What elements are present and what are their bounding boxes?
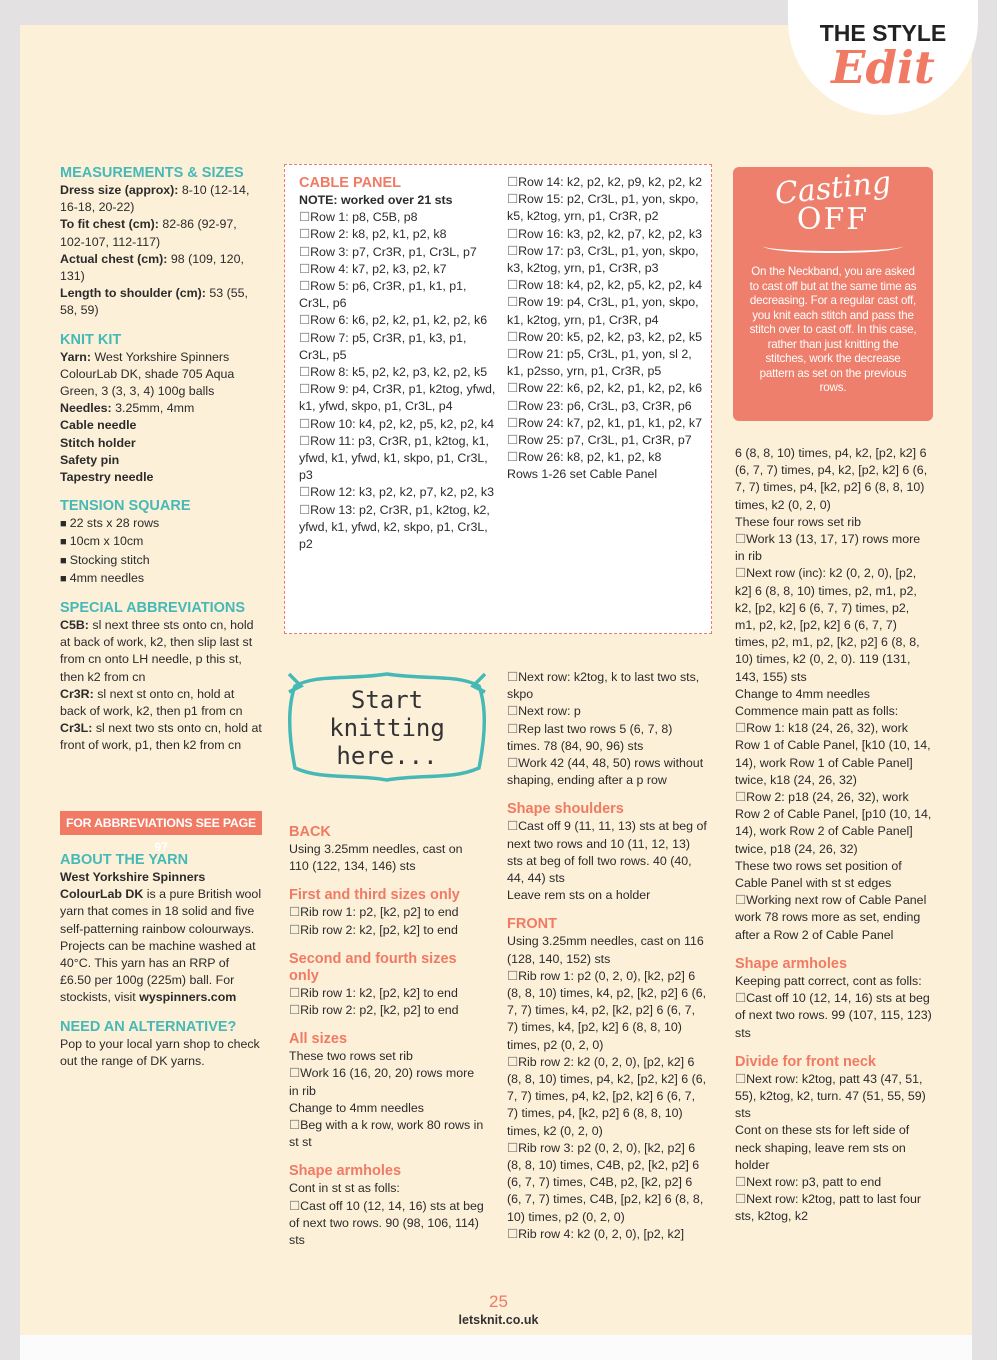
back-text: Using 3.25mm needles, cast on 110 (122, 134, 146) sts (289, 842, 463, 874)
measurement-item: Dress size (approx): 8-10 (12-14, 16-18, 20-22) (60, 183, 250, 215)
front-heading: FRONT (507, 916, 557, 933)
back-heading: BACK (289, 824, 331, 840)
banner-line-1: Start (350, 686, 424, 714)
left-column-lower (60, 852, 262, 1070)
cable-row: ☐ Row 6: k6, p2, k2, p1, k2, p2, k6 (299, 312, 499, 329)
pattern-row: ☐ Work 16 (16, 20, 20) rows more in rib (289, 1065, 485, 1099)
kit-item: Safety pin (60, 452, 120, 467)
cable-row: ☐ Row 20: k5, p2, k2, p3, k2, p2, k5 (507, 329, 707, 346)
pattern-row: ☐ Work 13 (13, 17, 17) rows more in rib (735, 531, 933, 565)
rib-row: ☐ Rib row 2: k2, [p2, k2] to end (289, 922, 485, 939)
tension-item: ■ Stocking stitch (60, 552, 262, 570)
front-text: Using 3.25mm needles, cast on 116 (128, 140, 152) sts (507, 934, 704, 966)
col-c-text: Commence main patt as folls: (735, 704, 899, 719)
start-knitting-banner (287, 668, 487, 790)
about-yarn-text: West Yorkshire Spinners ColourLab DK is a pure British wool yarn that comes in 18 solid and five self-patterning rainbow colourways. Projects can be machine washed at 40°C. This yarn has an RRP of £6.50 per 100g (225m) ball. For stockists, visit wyspinners.com (60, 870, 262, 1005)
kit-item: Tapestry needle (60, 470, 154, 485)
tension-item: ■ 4mm needles (60, 570, 262, 588)
cable-row: ☐ Row 13: p2, Cr3R, p1, k2tog, k2, yfwd, k1, yfwd, k2, skpo, p1, Cr3L, p2 (299, 502, 499, 554)
kit-yarn: Yarn: West Yorkshire Spinners ColourLab DK, shade 705 Aqua Green, 3 (3, 3, 4) 100g balls (60, 349, 235, 399)
pattern-col-b (507, 669, 707, 1243)
pattern-row: ☐ Work 42 (44, 48, 50) rows without shaping, ending after a p row (507, 755, 707, 789)
kit-item: Cable needle (60, 418, 137, 433)
all-sizes-text: Change to 4mm needles (289, 1100, 425, 1115)
first-third-heading: First and third sizes only (289, 887, 460, 904)
cable-row: ☐ Row 18: k4, p2, k2, p5, k2, p2, k4 (507, 277, 707, 294)
cable-panel-col1 (299, 175, 499, 553)
divide-front-neck-heading: Divide for front neck (735, 1053, 876, 1070)
tension-item: ■ 22 sts x 28 rows (60, 515, 262, 533)
measurement-item: Length to shoulder (cm): 53 (55, 58, 59) (60, 286, 248, 318)
casting-off-title-off: OFF (796, 202, 870, 237)
col-c-text: Keeping patt correct, cont as folls: (735, 973, 922, 988)
banner-line-3: here... (336, 742, 438, 770)
pattern-row: ☐ Working next row of Cable Panel work 78 rows more as set, ending after a Row 2 of Cable Panel (735, 892, 933, 944)
armholes-text: Cont in st st as folls: (289, 1181, 400, 1196)
cable-row: ☐ Row 12: k3, p2, k2, p7, k2, p2, k3 (299, 484, 499, 501)
shoulders-text: Leave rem sts on a holder (507, 888, 651, 903)
col-c-text: These two rows set position of Cable Panel with st st edges (735, 858, 902, 891)
alternative-text: Pop to your local yarn shop to check out the range of DK yarns. (60, 1036, 260, 1068)
badge-title-top: THE STYLE (819, 20, 947, 46)
cable-panel-footer: Rows 1-26 set Cable Panel (507, 467, 658, 482)
casting-off-body: On the Neckband, you are asked to cast off but at the same time as decreasing. For a regular cast off, you knit each stitch and pass the stitch over to cast off. In this case, rather than just knitting the stitches, work the decrease pattern as set on the previous rows. (749, 265, 917, 394)
cable-row: ☐ Row 2: k8, p2, k1, p2, k8 (299, 226, 499, 243)
cable-row: ☐ Row 1: p8, C5B, p8 (299, 209, 499, 226)
abbr-item: Cr3R: sl next st onto cn, hold at back of work, k2, then p1 from cn (60, 686, 243, 719)
rib-row: ☐ Rib row 1: p2 (0, 2, 0), [k2, p2] 6 (8, 8, 10) times, k4, p2, [k2, p2] 6 (6, 7, 7) times, k4, p2, [k2, p2] 6 (6, 7, 7) times, k4, [p2, k2] 6 (8, 8, 10) times, p2 (0, 2, 0) (507, 968, 707, 1054)
all-sizes-heading: All sizes (289, 1031, 348, 1048)
knit-kit-heading: KNIT KIT (60, 331, 122, 348)
cable-row: ☐ Row 4: k7, p2, k3, p2, k7 (299, 261, 499, 278)
badge-title-edit: Edit (831, 41, 935, 94)
kit-item: Stitch holder (60, 435, 136, 450)
cable-row: ☐ Row 16: k3, p2, k2, p7, k2, p2, k3 (507, 226, 707, 243)
cable-row: ☐ Row 24: k7, p2, k1, p1, k1, p2, k7 (507, 415, 707, 432)
kit-needles: Needles: 3.25mm, 4mm (60, 401, 195, 416)
pattern-row: ☐ Beg with a k row, work 80 rows in st st (289, 1117, 485, 1151)
page-bottom-strip (20, 1335, 972, 1360)
rib-row: ☐ Rib row 2: p2, [k2, p2] to end (289, 1002, 485, 1019)
cable-row: ☐ Row 8: k5, p2, k2, p3, k2, p2, k5 (299, 364, 499, 381)
cable-row: ☐ Row 21: p5, Cr3L, p1, yon, sl 2, k1, p2sso, yrn, p1, Cr3R, p5 (507, 346, 707, 380)
shape-armholes-heading: Shape armholes (289, 1163, 402, 1180)
pattern-row: ☐ Next row: k2tog, k to last two sts, skpo (507, 669, 707, 703)
page-number: 25 (489, 1292, 508, 1311)
pattern-col-c (735, 445, 933, 1226)
rib-row: ☐ Rib row 1: p2, [k2, p2] to end (289, 904, 485, 921)
cable-row: ☐ Row 17: p3, Cr3L, p1, yon, skpo, k3, k2tog, yrn, p1, Cr3R, p3 (507, 243, 707, 277)
swoosh-decoration (763, 239, 903, 253)
all-sizes-text: These two rows set rib (289, 1049, 413, 1064)
tension-item: ■ 10cm x 10cm (60, 533, 262, 551)
cable-panel-heading: CABLE PANEL (299, 175, 402, 191)
col-c-text: These four rows set rib (735, 514, 862, 529)
cable-row: ☐ Row 11: p3, Cr3R, p1, k2tog, k1, yfwd, k1, yfwd, k1, skpo, p1, Cr3L, p3 (299, 433, 499, 485)
measurements-heading: MEASUREMENTS & SIZES (60, 165, 244, 181)
alternative-heading: NEED AN ALTERNATIVE? (60, 1018, 237, 1035)
cable-row: ☐ Row 5: p6, Cr3R, p1, k1, p1, Cr3L, p6 (299, 278, 499, 312)
cable-row: ☐ Row 7: p5, Cr3R, p1, k3, p1, Cr3L, p5 (299, 330, 499, 364)
pattern-row: ☐ Next row: p (507, 703, 707, 720)
pattern-row: ☐ Cast off 10 (12, 14, 16) sts at beg of next two rows. 99 (107, 115, 123) sts (735, 990, 933, 1042)
special-abbr-heading: SPECIAL ABBREVIATIONS (60, 600, 246, 617)
col-c-text: Change to 4mm needles (735, 686, 871, 701)
shape-armholes-heading-front: Shape armholes (735, 955, 848, 972)
banner-line-2: knitting (329, 714, 445, 742)
cable-row: ☐ Row 22: k6, p2, k2, p1, k2, p2, k6 (507, 380, 707, 397)
pattern-col-a (289, 824, 485, 1249)
tension-heading: TENSION SQUARE (60, 498, 191, 515)
abbr-item: Cr3L: sl next two sts onto cn, hold at front of work, p1, then k2 from cn (60, 721, 262, 753)
shape-shoulders-heading: Shape shoulders (507, 801, 624, 818)
pattern-row: ☐ Next row: k2tog, patt 43 (47, 51, 55), k2tog, k2, turn. 47 (51, 55, 59) sts (735, 1071, 933, 1123)
rib-row: ☐ Rib row 1: k2, [p2, k2] to end (289, 985, 485, 1002)
pattern-row: ☐ Row 1: k18 (24, 26, 32), work Row 1 of Cable Panel, [k10 (10, 14, 14), work Row 1 of Cable Panel] twice, k18 (24, 26, 32) (735, 720, 933, 789)
casting-off-box (733, 167, 933, 421)
measurement-item: To fit chest (cm): 82-86 (92-97, 102-107, 112-117) (60, 217, 237, 249)
cable-row: ☐ Row 23: p6, Cr3L, p3, Cr3R, p6 (507, 398, 707, 415)
pattern-row: ☐ Cast off 10 (12, 14, 16) sts at beg of next two rows. 90 (98, 106, 114) sts (289, 1198, 485, 1250)
pattern-row: ☐ Next row (inc): k2 (0, 2, 0), [p2, k2] 6 (8, 8, 10) times, p2, m1, p2, k2, [p2, k2] 6 (6, 7, 7) times, p2, m1, p2, k2, [p2, k2] 6 (6, 7, 7) times, p2, m1, p2, [k2, p2] 6 (8, 8, 10) times, k2 (0, 2, 0). 119 (131, 143, 155) sts (735, 565, 933, 685)
abbreviations-page-bar: FOR ABBREVIATIONS SEE PAGE 97 (60, 811, 262, 835)
cable-row: ☐ Row 10: k4, p2, k2, p5, k2, p2, k4 (299, 416, 499, 433)
cable-row: ☐ Row 19: p4, Cr3L, p1, yon, skpo, k1, k2tog, yrn, p1, Cr3R, p4 (507, 294, 707, 328)
cable-row: ☐ Row 25: p7, Cr3L, p1, Cr3R, p7 (507, 432, 707, 449)
cable-row: ☐ Row 15: p2, Cr3L, p1, yon, skpo, k5, k2tog, yrn, p1, Cr3R, p2 (507, 191, 707, 225)
abbr-item: C5B: sl next three sts onto cn, hold at back of work, k2, then slip last st from cn onto LH needle, p this st, then k2 from cn (60, 618, 254, 684)
cable-row: ☐ Row 26: k8, p2, k1, p2, k8 (507, 449, 707, 466)
rib-row: ☐ Rib row 3: p2 (0, 2, 0), [k2, p2] 6 (8, 8, 10) times, C4B, p2, [k2, p2] 6 (6, 7, 7) times, C4B, p2, [k2, p2] 6 (6, 7, 7) times, C4B, [p2, k2] 6 (8, 8, 10) times, p2 (0, 2, 0) (507, 1140, 707, 1226)
rib-continuation: 6 (8, 8, 10) times, p4, k2, [p2, k2] 6 (6, 7, 7) times, p4, k2, [p2, k2] 6 (6, 7, 7) times, p4, [k2, p2] 6 (8, 8, 10) times, k2 (0, 2, 0) (735, 446, 928, 512)
cable-row: ☐ Row 14: k2, p2, k2, p9, k2, p2, k2 (507, 174, 707, 191)
rib-row: ☐ Rib row 2: k2 (0, 2, 0), [p2, k2] 6 (8, 8, 10) times, p4, k2, [p2, k2] 6 (6, 7, 7) times, p4, k2, [p2, k2] 6 (6, 7, 7) times, p4, [k2, p2] 6 (8, 8, 10) times, k2 (0, 2, 0) (507, 1054, 707, 1140)
col-c-text: Cont on these sts for left side of neck shaping, leave rem sts on holder (735, 1123, 910, 1172)
site-url: letsknit.co.uk (458, 1313, 539, 1327)
second-fourth-heading: Second and fourth sizes only (289, 950, 457, 984)
cable-panel-note: NOTE: worked over 21 sts (299, 193, 453, 207)
casting-off-title: Casting (773, 165, 893, 212)
pattern-row: ☐ Rep last two rows 5 (6, 7, 8) times. 78 (84, 90, 96) sts (507, 721, 707, 755)
pattern-row: ☐ Next row: k2tog, patt to last four sts, k2tog, k2 (735, 1191, 933, 1225)
pattern-row: ☐ Row 2: p18 (24, 26, 32), work Row 2 of Cable Panel, [p10 (10, 14, 14), work Row 2 of Cable Panel] twice, p18 (24, 26, 32) (735, 789, 933, 858)
pattern-row: ☐ Next row: p3, patt to end (735, 1174, 933, 1191)
rib-row: ☐ Rib row 4: k2 (0, 2, 0), [p2, k2] (507, 1226, 707, 1243)
cable-row: ☐ Row 9: p4, Cr3R, p1, k2tog, yfwd, k1, yfwd, skpo, p1, Cr3L, p4 (299, 381, 499, 415)
pattern-row: ☐ Cast off 9 (11, 11, 13) sts at beg of next two rows and 10 (11, 12, 13) sts at beg of foll two rows. 40 (40, 44, 44) sts (507, 818, 707, 887)
left-column (60, 165, 262, 755)
measurement-item: Actual chest (cm): 98 (109, 120, 131) (60, 251, 244, 284)
cable-panel-col2 (507, 174, 707, 484)
about-yarn-heading: ABOUT THE YARN (60, 852, 189, 868)
cable-row: ☐ Row 3: p7, Cr3R, p1, Cr3L, p7 (299, 244, 499, 261)
